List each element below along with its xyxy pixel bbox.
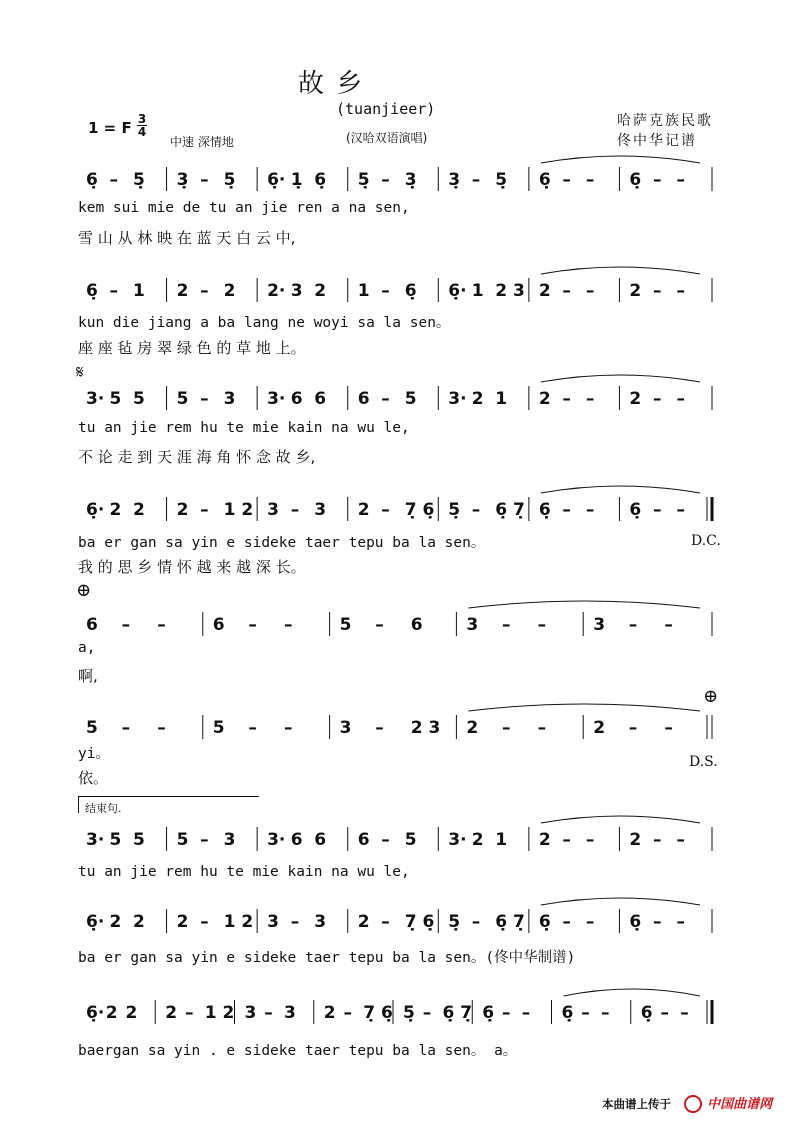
note-r7-m4-1: 6 xyxy=(357,830,370,850)
note-r6-m1-3: – xyxy=(157,718,166,738)
note-r7-m6-2: – xyxy=(562,830,571,850)
note-r2-m3-1: 2· xyxy=(267,281,286,301)
note-r5-m2-3: – xyxy=(284,615,293,635)
note-r4-m3-1: 3 xyxy=(267,500,279,520)
note-r7-m5-3: 1 xyxy=(495,830,508,850)
lyric-row5-chinese: 啊, xyxy=(78,667,98,685)
note-r2-m1-3: 1 xyxy=(133,281,145,301)
note-r7-m7-3: – xyxy=(676,830,685,850)
note-r7-m5-1: 3· xyxy=(448,830,467,850)
note-r2-m7-3: – xyxy=(676,281,685,301)
note-r3-m2-3: 3 xyxy=(223,389,236,409)
lyric-row2-pinyin: kun die jiang a ba lang ne woyi sa la sen。 xyxy=(78,315,451,331)
note-r7-m1-1: 3· xyxy=(86,830,105,850)
note-r5-m1-2: – xyxy=(121,615,131,635)
note-r1-m2-3: 5̣ xyxy=(223,170,236,190)
note-r3-m4-2: – xyxy=(381,389,390,409)
note-r8-m2-3: 1 2 xyxy=(223,912,254,932)
score-title: 故 乡 xyxy=(298,69,365,99)
note-r1-m4-1: 5̣ xyxy=(357,170,370,190)
note-r8-m6-3: – xyxy=(585,912,595,932)
song-origin: 哈萨克族民歌 xyxy=(617,113,713,129)
note-r9-m6-2: – xyxy=(502,1003,511,1023)
note-r1-m6-1: 6̣ xyxy=(538,170,551,190)
note-r6-m3-1: 3 xyxy=(339,718,352,738)
note-r3-m4-1: 6 xyxy=(357,389,370,409)
note-r3-m1-2: 5 xyxy=(109,389,122,409)
note-r9-m1-2: 2 xyxy=(105,1003,118,1023)
lyric-row6-pinyin: yi。 xyxy=(78,746,110,762)
performance-note: (汉哈双语演唱) xyxy=(346,131,428,145)
note-r8-m5-2: – xyxy=(471,912,481,932)
note-r3-m1-3: 5 xyxy=(133,389,145,409)
note-r2-m4-2: – xyxy=(381,281,390,301)
note-r4-m5-3: 6̣ 7̣ xyxy=(495,500,525,520)
note-r4-m2-1: 2 xyxy=(176,500,189,520)
coda-sign-2: ⊕ xyxy=(703,686,719,707)
note-r8-m5-1: 5̣ xyxy=(448,912,461,932)
note-r5-m4-1: 3 xyxy=(466,615,479,635)
note-r8-m5-3: 6̣ 7̣ xyxy=(495,912,525,932)
note-r7-m2-1: 5 xyxy=(176,830,189,850)
note-r7-m3-2: 6 xyxy=(290,830,303,850)
note-r9-m4-2: – xyxy=(343,1003,352,1023)
note-r4-m6-1: 6̣ xyxy=(538,500,551,520)
note-r3-m7-3: – xyxy=(676,389,685,409)
note-r9-m8-2: – xyxy=(660,1003,669,1023)
note-r2-m6-2: – xyxy=(562,281,571,301)
note-r2-m6-1: 2 xyxy=(538,281,551,301)
lyric-row6-chinese: 依。 xyxy=(78,769,109,787)
note-r6-m2-2: – xyxy=(248,718,257,738)
tie-r3 xyxy=(541,375,700,382)
note-r8-m4-1: 2 xyxy=(357,912,370,932)
ending-bracket xyxy=(78,796,259,813)
note-r5-m5-3: – xyxy=(664,615,673,635)
note-r2-m1-2: – xyxy=(109,281,118,301)
note-r1-m5-3: 5̣ xyxy=(495,170,508,190)
note-r8-m3-3: 3 xyxy=(314,912,327,932)
note-r8-m7-2: – xyxy=(653,912,662,932)
note-r1-m5-2: – xyxy=(471,170,481,190)
lyric-row9-pinyin: baergan sa yin . e sideke taer tepu ba la sen。 a。 xyxy=(78,1043,518,1059)
note-r6-m4-1: 2 xyxy=(466,718,479,738)
note-r4-m4-1: 2 xyxy=(357,500,370,520)
note-r3-m1-1: 3· xyxy=(86,389,105,409)
note-r3-m6-1: 2 xyxy=(538,389,551,409)
note-r3-m5-2: 2 xyxy=(471,389,484,409)
note-r5-m5-1: 3 xyxy=(593,615,606,635)
note-r9-m8-1: 6̣ xyxy=(640,1003,653,1023)
note-r3-m3-3: 6 xyxy=(314,389,327,409)
tie-r5 xyxy=(468,601,700,608)
time-bottom: 4 xyxy=(137,125,147,139)
score-subtitle: (tuanjieer) xyxy=(336,100,436,118)
note-r5-m1-1: 6 xyxy=(86,615,98,635)
note-r1-m6-3: – xyxy=(585,170,595,190)
note-r3-m6-2: – xyxy=(562,389,571,409)
note-r8-m3-2: – xyxy=(290,912,300,932)
lyric-row4-chinese: 我 的 思 乡 情 怀 越 来 越 深 长。 xyxy=(78,558,306,576)
note-r4-m1-3: 2 xyxy=(133,500,145,520)
note-r6-m5-3: – xyxy=(664,718,673,738)
note-r7-m5-2: 2 xyxy=(471,830,484,850)
note-r7-m3-3: 6 xyxy=(314,830,327,850)
note-r8-m6-1: 6̣ xyxy=(538,912,551,932)
lyric-row2-chinese: 座 座 毡 房 翠 绿 色 的 草 地 上。 xyxy=(78,339,306,357)
note-r9-m3-2: – xyxy=(264,1003,273,1023)
note-r3-m3-1: 3· xyxy=(267,389,286,409)
note-r2-m5-3: 2 3 xyxy=(495,281,525,301)
note-r8-m4-2: – xyxy=(381,912,390,932)
note-r4-m4-3: 7̣ 6̣ xyxy=(404,500,435,520)
note-r9-m6-3: – xyxy=(521,1003,531,1023)
logo-icon xyxy=(684,1095,702,1113)
note-r2-m3-3: 2 xyxy=(314,281,327,301)
lyric-row1-chinese: 雪 山 从 林 映 在 蓝 天 白 云 中, xyxy=(78,229,296,247)
note-r7-m2-2: – xyxy=(200,830,209,850)
note-r2-m2-2: – xyxy=(200,281,209,301)
note-r5-m5-2: – xyxy=(628,615,638,635)
note-r2-m2-3: 2 xyxy=(223,281,236,301)
note-r5-m3-2: – xyxy=(375,615,384,635)
ds-marking: D.S. xyxy=(689,754,718,770)
note-r2-m7-2: – xyxy=(653,281,662,301)
note-r8-m4-3: 7̣ 6̣ xyxy=(404,912,435,932)
note-r4-m2-3: 1 2 xyxy=(223,500,254,520)
note-r1-m2-2: – xyxy=(200,170,209,190)
note-r1-m1-3: 5̣ xyxy=(133,170,145,190)
note-r6-m1-2: – xyxy=(121,718,131,738)
tie-r4 xyxy=(541,486,700,493)
note-r7-m6-1: 2 xyxy=(538,830,551,850)
note-r2-m4-3: 6̣ xyxy=(404,281,417,301)
lyric-row7-pinyin: tu an jie rem hu te mie kain na wu le, xyxy=(78,864,410,880)
note-r4-m6-3: – xyxy=(585,500,595,520)
note-r4-m3-3: 3 xyxy=(314,500,327,520)
note-r4-m6-2: – xyxy=(562,500,571,520)
note-r9-m4-3: 7̣ 6̣ xyxy=(363,1003,393,1023)
note-r9-m5-1: 5̣ xyxy=(403,1003,415,1023)
note-r1-m6-2: – xyxy=(562,170,571,190)
note-r1-m5-1: 3̣ xyxy=(448,170,461,190)
note-r8-m1-2: 2 xyxy=(109,912,122,932)
note-r7-m6-3: – xyxy=(585,830,595,850)
tie-r7 xyxy=(541,816,700,823)
note-r2-m2-1: 2 xyxy=(176,281,189,301)
note-r4-m4-2: – xyxy=(381,500,390,520)
key-signature: 1 = F xyxy=(88,119,132,137)
time-top: 3 xyxy=(137,112,147,126)
note-r6-m3-2: – xyxy=(375,718,384,738)
dc-marking: D.C. xyxy=(691,533,721,549)
note-r9-m7-2: – xyxy=(581,1003,590,1023)
note-r7-m7-2: – xyxy=(653,830,662,850)
note-r8-m3-1: 3 xyxy=(267,912,279,932)
note-r8-m7-3: – xyxy=(676,912,685,932)
note-r7-m7-1: 2 xyxy=(629,830,642,850)
tie-r9 xyxy=(564,989,701,996)
note-r1-m3-3: 6̣ xyxy=(314,170,327,190)
note-r9-m2-2: – xyxy=(185,1003,194,1023)
note-r6-m1-1: 5 xyxy=(86,718,98,738)
lyric-row5-pinyin: a, xyxy=(78,640,96,656)
footer-upload-text: 本曲谱上传于 xyxy=(602,1097,671,1111)
note-r5-m4-2: – xyxy=(502,615,511,635)
transcriber: 佟中华记谱 xyxy=(617,133,697,149)
note-r2-m3-2: 3 xyxy=(290,281,303,301)
logo-text: 中国曲谱网 xyxy=(707,1097,773,1112)
site-logo[interactable] xyxy=(684,1093,772,1113)
note-r8-m7-1: 6̣ xyxy=(629,912,642,932)
segno-sign: 𝄋 xyxy=(76,362,84,383)
note-r7-m1-3: 5 xyxy=(133,830,145,850)
note-r7-m4-3: 5 xyxy=(404,830,417,850)
note-r6-m5-1: 2 xyxy=(593,718,606,738)
note-r5-m4-3: – xyxy=(537,615,547,635)
lyric-row3-pinyin: tu an jie rem hu te mie kain na wu le, xyxy=(78,420,410,436)
note-r9-m7-1: 6̣ xyxy=(561,1003,574,1023)
note-r5-m2-1: 6 xyxy=(212,615,225,635)
note-r3-m7-2: – xyxy=(653,389,662,409)
note-r1-m7-3: – xyxy=(676,170,685,190)
coda-sign: ⊕ xyxy=(76,580,92,601)
note-r4-m7-1: 6̣ xyxy=(629,500,642,520)
note-r9-m7-3: – xyxy=(601,1003,610,1023)
note-r7-m2-3: 3 xyxy=(223,830,236,850)
tie-r8 xyxy=(541,898,700,905)
note-r9-m4-1: 2 xyxy=(323,1003,336,1023)
tie-r6 xyxy=(468,704,700,711)
note-r5-m1-3: – xyxy=(157,615,166,635)
note-r1-m4-2: – xyxy=(381,170,390,190)
note-r1-m3-1: 6̣· xyxy=(267,170,286,190)
note-r3-m4-3: 5 xyxy=(404,389,417,409)
note-r3-m3-2: 6 xyxy=(290,389,303,409)
note-r9-m1-1: 6̣· xyxy=(86,1003,105,1023)
note-r4-m1-1: 6̣· xyxy=(86,500,105,520)
note-r7-m3-1: 3· xyxy=(267,830,286,850)
note-r7-m4-2: – xyxy=(381,830,390,850)
note-r2-m7-1: 2 xyxy=(629,281,642,301)
note-r4-m7-2: – xyxy=(653,500,662,520)
note-r5-m2-2: – xyxy=(248,615,257,635)
note-r6-m5-2: – xyxy=(628,718,638,738)
ending-label: 结束句. xyxy=(85,802,122,815)
lyric-row4-pinyin: ba er gan sa yin e sideke taer tepu ba la sen。 xyxy=(78,535,486,551)
note-r8-m1-1: 6̣· xyxy=(86,912,105,932)
note-r6-m4-3: – xyxy=(537,718,547,738)
note-r9-m2-3: 1 2 xyxy=(204,1003,235,1023)
note-r1-m2-1: 3̣ xyxy=(176,170,189,190)
note-r2-m1-1: 6̣ xyxy=(86,281,98,301)
note-r4-m3-2: – xyxy=(290,500,300,520)
lyric-row8-pinyin: ba er gan sa yin e sideke taer tepu ba la sen。(佟中华制谱) xyxy=(78,950,576,966)
note-r9-m5-3: 6̣ 7̣ xyxy=(442,1003,473,1023)
note-r8-m2-2: – xyxy=(200,912,209,932)
note-r9-m1-3: 2 xyxy=(125,1003,138,1023)
tie-r2 xyxy=(541,267,700,274)
note-r1-m7-2: – xyxy=(653,170,662,190)
note-r1-m7-1: 6̣ xyxy=(629,170,642,190)
note-r9-m6-1: 6̣ xyxy=(482,1003,495,1023)
note-r7-m1-2: 5 xyxy=(109,830,122,850)
note-r2-m5-2: 1 xyxy=(471,281,484,301)
note-r1-m1-2: – xyxy=(109,170,118,190)
note-r3-m6-3: – xyxy=(585,389,595,409)
note-r8-m2-1: 2 xyxy=(176,912,189,932)
note-r5-m3-3: 6 xyxy=(410,615,423,635)
note-r1-m3-2: 1̣ xyxy=(290,170,303,190)
note-r8-m1-3: 2 xyxy=(133,912,145,932)
note-r9-m5-2: – xyxy=(422,1003,432,1023)
note-r9-m3-3: 3 xyxy=(284,1003,296,1023)
note-r4-m5-2: – xyxy=(471,500,481,520)
note-r6-m2-1: 5 xyxy=(212,718,225,738)
note-r4-m7-3: – xyxy=(676,500,685,520)
note-r4-m2-2: – xyxy=(200,500,209,520)
note-r1-m4-3: 3̣ xyxy=(404,170,417,190)
note-r3-m5-1: 3· xyxy=(448,389,467,409)
note-r9-m8-3: – xyxy=(680,1003,689,1023)
note-r2-m4-1: 1 xyxy=(357,281,370,301)
tie-r1 xyxy=(541,156,700,163)
note-r3-m7-1: 2 xyxy=(629,389,642,409)
lyric-row1-pinyin: kem sui mie de tu an jie ren a na sen, xyxy=(78,200,410,216)
note-r2-m5-1: 6̣· xyxy=(448,281,467,301)
note-r6-m4-2: – xyxy=(502,718,511,738)
note-r9-m2-1: 2 xyxy=(165,1003,178,1023)
note-r5-m3-1: 5 xyxy=(339,615,352,635)
note-r4-m1-2: 2 xyxy=(109,500,122,520)
note-r1-m1-1: 6̣ xyxy=(86,170,98,190)
note-r3-m2-1: 5 xyxy=(176,389,189,409)
note-r8-m6-2: – xyxy=(562,912,571,932)
note-r9-m3-1: 3 xyxy=(244,1003,257,1023)
note-r3-m5-3: 1 xyxy=(495,389,508,409)
note-r2-m6-3: – xyxy=(585,281,595,301)
note-r6-m3-3: 2 3 xyxy=(410,718,441,738)
note-r6-m2-3: – xyxy=(284,718,293,738)
note-r4-m5-1: 5̣ xyxy=(448,500,461,520)
note-r3-m2-2: – xyxy=(200,389,209,409)
lyric-row3-chinese: 不 论 走 到 天 涯 海 角 怀 念 故 乡, xyxy=(78,448,316,466)
tempo-marking: 中速 深情地 xyxy=(170,135,234,149)
